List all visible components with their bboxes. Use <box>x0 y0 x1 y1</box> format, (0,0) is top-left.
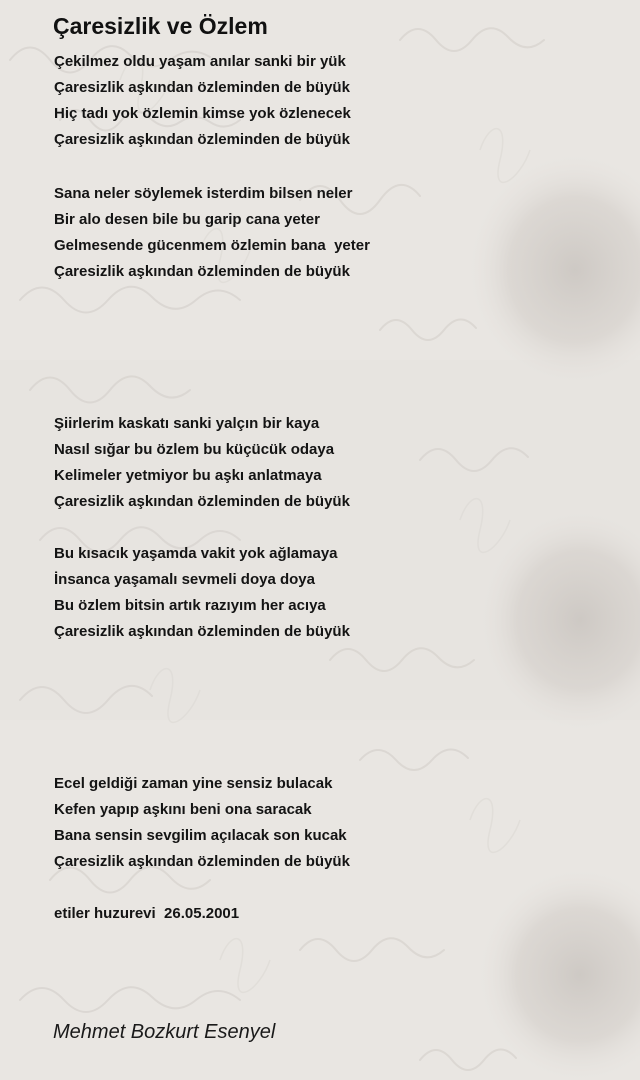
author-signature: Mehmet Bozkurt Esenyel <box>53 1021 276 1043</box>
stanza <box>54 49 351 153</box>
poem-dateline: etiler huzurevi 26.05.2001 <box>54 905 240 922</box>
poem-line: Gelmesende gücenmem özlemin bana yeter <box>54 237 370 254</box>
stanza <box>54 181 370 285</box>
poem-line: Çaresizlik aşkından özleminden de büyük <box>54 623 350 640</box>
poem-line: Ecel geldiği zaman yine sensiz bulacak <box>54 775 333 792</box>
poem-line: Bu özlem bitsin artık razıyım her acıya <box>54 597 326 614</box>
poem-line: Kefen yapıp aşkını beni ona saracak <box>54 801 312 818</box>
poem-line: Kelimeler yetmiyor bu aşkı anlatmaya <box>54 467 322 484</box>
stanza <box>54 541 350 645</box>
poem-line: Bir alo desen bile bu garip cana yeter <box>54 211 320 228</box>
poem-line: Nasıl sığar bu özlem bu küçücük odaya <box>54 441 335 458</box>
poem-line: Çaresizlik aşkından özleminden de büyük <box>54 493 350 510</box>
poem-title: Çaresizlik ve Özlem <box>53 13 268 39</box>
poem-line: Çaresizlik aşkından özleminden de büyük <box>54 263 350 280</box>
poem-line: Çaresizlik aşkından özleminden de büyük <box>54 131 350 148</box>
poem-line: İnsanca yaşamalı sevmeli doya doya <box>54 571 315 588</box>
poem-line: Çekilmez oldu yaşam anılar sanki bir yük <box>54 53 346 70</box>
stanza <box>54 411 350 515</box>
poem-line: Çaresizlik aşkından özleminden de büyük <box>54 853 350 870</box>
stanza <box>54 901 239 927</box>
poem-line: Hiç tadı yok özlemin kimse yok özlenecek <box>54 105 351 122</box>
poem-line: Çaresizlik aşkından özleminden de büyük <box>54 79 350 96</box>
poem-line: Bana sensin sevgilim açılacak son kucak <box>54 827 347 844</box>
poem-line: Şiirlerim kaskatı sanki yalçın bir kaya <box>54 415 320 432</box>
poem-line: Sana neler söylemek isterdim bilsen neler <box>54 185 353 202</box>
poem-line: Bu kısacık yaşamda vakit yok ağlamaya <box>54 545 338 562</box>
stanza <box>54 771 350 875</box>
